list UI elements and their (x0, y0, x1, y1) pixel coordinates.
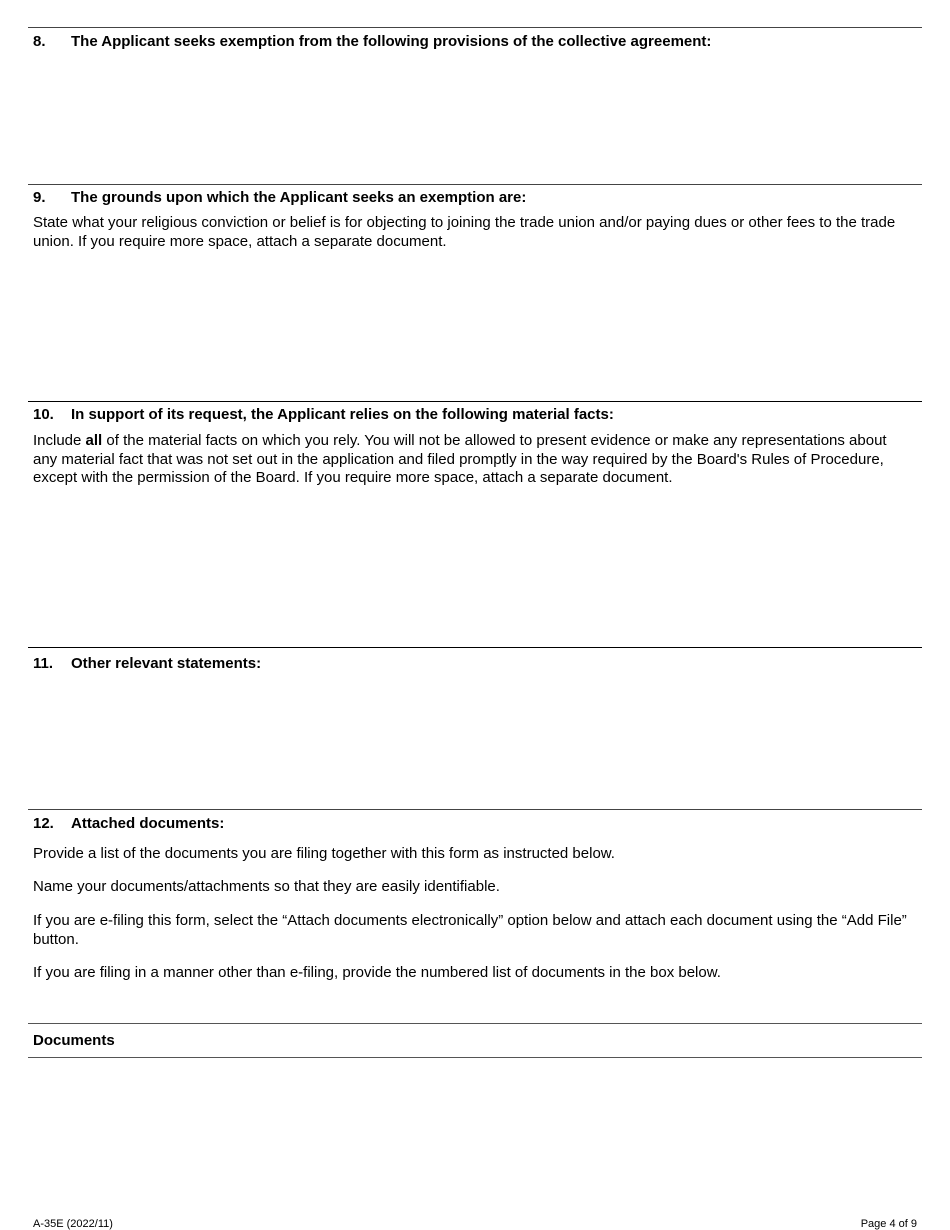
page-number: Page 4 of 9 (860, 1218, 917, 1230)
section-12-paragraph-2: Name your documents/attachments so that they are easily identifiable. (33, 878, 500, 895)
section-12-heading (33, 815, 224, 832)
section-12-title: Attached documents: (71, 815, 225, 832)
form-code: A-35E (2022/11) (33, 1218, 113, 1230)
section-12-paragraph-1: Provide a list of the documents you are filing together with this form as instructed below. (33, 845, 615, 862)
section-8-heading (33, 33, 711, 50)
section-8-answer-area[interactable] (28, 52, 922, 182)
section-9-title: The grounds upon which the Applicant seeks an exemption are: (71, 189, 527, 206)
section-9-number: 9. (33, 189, 46, 206)
section-9-heading (33, 189, 526, 206)
section-11-title: Other relevant statements: (71, 655, 262, 672)
section-10-instruction-pre: Include (33, 432, 86, 449)
section-12-top-rule (28, 809, 922, 810)
documents-label: Documents (33, 1032, 115, 1049)
section-11-heading (33, 655, 261, 672)
section-10-number: 10. (33, 406, 54, 423)
section-10-instruction-post: of the material facts on which you rely. You will not be allowed to present evidence or make any representations about any material fact that was not set out in the application and filed promptly in the way required by the Board's Rules of Procedure, except with the permission of the Board. If you require more space, attach a separate document. (33, 432, 887, 486)
section-11-number: 11. (33, 655, 54, 672)
section-11-answer-area[interactable] (28, 676, 922, 806)
documents-top-rule (28, 1023, 922, 1024)
section-12-paragraph-4: If you are filing in a manner other than e-filing, provide the numbered list of documents in the box below. (33, 964, 721, 981)
section-10-top-rule (28, 401, 922, 402)
section-10-instruction (33, 432, 913, 488)
section-10-heading (33, 406, 614, 423)
documents-bottom-rule (28, 1057, 922, 1058)
section-10-instruction-bold: all (85, 432, 103, 449)
section-8-top-rule (28, 27, 922, 28)
section-9-top-rule (28, 184, 922, 185)
section-8-title: The Applicant seeks exemption from the following provisions of the collective agreement: (71, 33, 712, 50)
section-11-top-rule (28, 647, 922, 648)
section-12-number: 12. (33, 815, 54, 832)
section-9-answer-area[interactable] (28, 254, 922, 399)
section-12-paragraph-3: If you are e-filing this form, select the “Attach documents electronically” option below and attach each document using the “Add File” button. (33, 912, 907, 948)
documents-list-box[interactable] (28, 1060, 922, 1200)
section-9-instruction: State what your religious conviction or belief is for objecting to joining the trade union and/or paying dues or other fees to the trade union. If you require more space, attach a separate document. (33, 214, 896, 250)
section-10-title: In support of its request, the Applicant relies on the following material facts: (71, 406, 614, 423)
section-8-number: 8. (33, 33, 46, 50)
section-10-answer-area[interactable] (28, 492, 922, 645)
